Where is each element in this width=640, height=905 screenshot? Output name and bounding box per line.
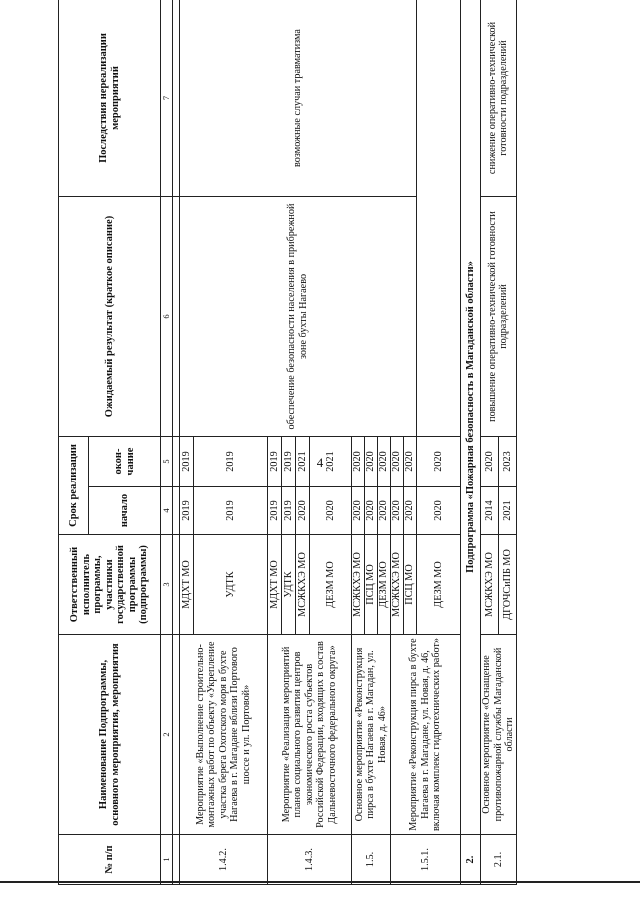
index-cell: 2 bbox=[161, 635, 173, 835]
end-cell: 2019 bbox=[194, 437, 268, 487]
start-cell: 2020 bbox=[365, 487, 378, 535]
rotated-table-sheet bbox=[58, 0, 516, 885]
executor-cell: ДЕЗМ МО bbox=[378, 535, 391, 635]
end-cell: 2021 bbox=[310, 437, 352, 487]
end-cell: 2020 bbox=[365, 437, 378, 487]
executor-cell: ДЕЗМ МО bbox=[417, 535, 461, 635]
end-cell: 2020 bbox=[391, 437, 404, 487]
end-cell: 2020 bbox=[481, 437, 499, 487]
end-cell: 2021 bbox=[296, 437, 310, 487]
header-end: окон-чание bbox=[89, 437, 161, 487]
end-cell: 2020 bbox=[417, 437, 461, 487]
executor-cell: ДЕЗМ МО bbox=[310, 535, 352, 635]
header-term: Срок реализации bbox=[59, 437, 89, 535]
subprogram-num: 2. bbox=[461, 835, 481, 885]
row-num: 1.5. bbox=[352, 835, 391, 885]
header-result: Ожидаемый результат (краткое описание) bbox=[59, 197, 161, 437]
row-name: Мероприятие «Выполнение строительно-монтажных работ по объекту «Укрепление участка берега Охотского моря в бухте Нагаева в г. Магадане вблизи Портового шоссе и ул. Портовой» bbox=[180, 635, 268, 835]
index-cell: 5 bbox=[161, 437, 173, 487]
end-cell: 2020 bbox=[352, 437, 365, 487]
executor-cell: МДХТ МО bbox=[180, 535, 194, 635]
executor-cell: УДТК bbox=[282, 535, 296, 635]
start-cell: 2014 bbox=[481, 487, 499, 535]
header-num: № п/п bbox=[59, 835, 161, 885]
index-cell: 3 bbox=[161, 535, 173, 635]
index-cell: 4 bbox=[161, 487, 173, 535]
executor-cell: ПСЦ МО bbox=[365, 535, 378, 635]
table-row bbox=[481, 0, 499, 885]
executor-cell: МДХТ МО bbox=[268, 535, 282, 635]
blank-row bbox=[173, 0, 180, 885]
start-cell: 2020 bbox=[404, 487, 417, 535]
row-num: 1.4.3. bbox=[268, 835, 352, 885]
header-start: начало bbox=[89, 487, 161, 535]
program-activities-table bbox=[58, 0, 517, 885]
header-name: Наименование Подпрограммы, основного мероприятия, мероприятия bbox=[59, 635, 161, 835]
start-cell: 2019 bbox=[282, 487, 296, 535]
header-consequences: Последствия нереализации мероприятий bbox=[59, 0, 161, 197]
bottom-rule bbox=[0, 881, 640, 883]
end-cell: 2019 bbox=[282, 437, 296, 487]
end-cell: 2020 bbox=[378, 437, 391, 487]
start-cell: 2019 bbox=[268, 487, 282, 535]
end-cell: 2019 bbox=[180, 437, 194, 487]
start-cell: 2021 bbox=[498, 487, 516, 535]
executor-cell: МСЖКХЭ МО bbox=[481, 535, 499, 635]
end-cell: 2020 bbox=[404, 437, 417, 487]
start-cell: 2019 bbox=[194, 487, 268, 535]
start-cell: 2020 bbox=[391, 487, 404, 535]
group-consequence: возможные случаи травматизма bbox=[180, 0, 417, 197]
row-name: Мероприятие «Реконструкция пирса в бухте Нагаева в г. Магадане, ул. Новая, д. 46, включая комплекс гидротехнических работ» bbox=[391, 635, 461, 835]
subprogram-title: Подпрограмма «Пожарная безопасность в Магаданской области» bbox=[461, 0, 481, 835]
executor-cell: МСЖКХЭ МО bbox=[296, 535, 310, 635]
executor-cell: УДТК bbox=[194, 535, 268, 635]
row-name: Основное мероприятие «Оснащение противопожарной службы Магаданской области bbox=[481, 635, 517, 835]
index-cell: 1 bbox=[161, 835, 173, 885]
executor-cell: ПСЦ МО bbox=[404, 535, 417, 635]
row-num: 1.5.1. bbox=[391, 835, 461, 885]
end-cell: 2019 bbox=[268, 437, 282, 487]
subprogram-row bbox=[461, 0, 481, 885]
start-cell: 2020 bbox=[417, 487, 461, 535]
start-cell: 2020 bbox=[378, 487, 391, 535]
result-cell: повышение оперативно-технической готовности подразделений bbox=[481, 197, 517, 437]
row-name: Основное мероприятие «Реконструкция пирса в бухте Нагаева в г. Магадан, ул. Новая, д. 46» bbox=[352, 635, 391, 835]
index-cell: 7 bbox=[161, 0, 173, 197]
group-result: обеспечение безопасности населения в прибрежной зоне бухты Нагаево bbox=[180, 197, 417, 437]
page-number: 4 bbox=[316, 455, 324, 470]
consequence-cell: снижение оперативно-технической готовности подразделений bbox=[481, 0, 517, 197]
start-cell: 2019 bbox=[180, 487, 194, 535]
start-cell: 2020 bbox=[310, 487, 352, 535]
table-row bbox=[180, 0, 194, 885]
column-index-row bbox=[161, 0, 173, 885]
header-executor: Ответственный исполнитель программы, участники государственной программы (подпрограммы) bbox=[59, 535, 161, 635]
executor-cell: МСЖКХЭ МО bbox=[352, 535, 365, 635]
start-cell: 2020 bbox=[296, 487, 310, 535]
row-num: 2.1. bbox=[481, 835, 517, 885]
end-cell: 2023 bbox=[498, 437, 516, 487]
start-cell: 2020 bbox=[352, 487, 365, 535]
row-num: 1.4.2. bbox=[180, 835, 268, 885]
executor-cell: МСЖКХЭ МО bbox=[391, 535, 404, 635]
row-name: Мероприятие «Реализация мероприятий планов социального развития центров экономического роста субъектов Российской Федерации, входящих в состав Дальневосточного федерального округа» bbox=[268, 635, 352, 835]
executor-cell: ДГОЧСиПБ МО bbox=[498, 535, 516, 635]
index-cell: 6 bbox=[161, 197, 173, 437]
